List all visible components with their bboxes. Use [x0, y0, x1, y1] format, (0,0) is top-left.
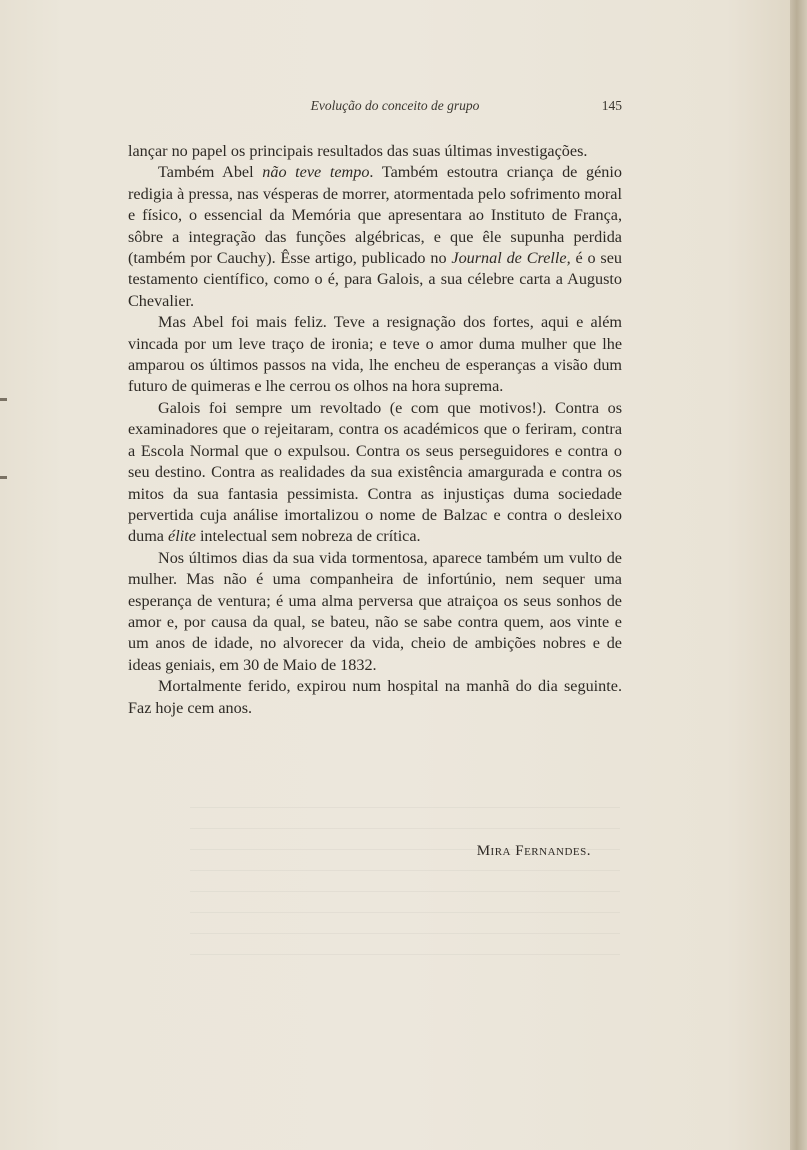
text-run: Também Abel: [158, 163, 263, 182]
text-run: Galois foi sempre um revoltado (e com que motivos!). Contra os examinadores que o rejeitaram, contra os académicos que o feriram, contra a Escola Normal que o expulsou. Contra os seus perseguidores e contra o seu destino. Contra as realidades da sua existência amargurada e contra os mitos da sua fantasia pessimista. Contra as injustiças duma sociedade pervertida cuja análise imortalizou o nome de Balzac e contra o desleixo duma: [128, 398, 622, 546]
italic-run: Journal de Crelle,: [451, 249, 571, 268]
paragraph: [128, 398, 622, 548]
italic-run: élite: [168, 527, 196, 546]
paragraph: Mas Abel foi mais feliz. Teve a resignação dos fortes, aqui e além vincada por um leve traço de ironia; e teve o amor duma mulher que lhe amparou os últimos passos na vida, lhe encheu de esperanças a visão dum futuro de quimeras e lhe cerrou os olhos na hora suprema.: [128, 313, 622, 396]
page-edge: [790, 0, 807, 1150]
text-run: intelectual sem nobreza de crítica.: [195, 527, 421, 546]
margin-mark: [0, 398, 7, 401]
bleed-through-texture: [190, 795, 620, 955]
author-signature: Mira Fernandes.: [476, 843, 591, 859]
body-text: [128, 141, 622, 719]
text-run: é o seu testamento científico, como o é, para Galois, a sua célebre carta a Augusto Chevalier.: [128, 249, 623, 310]
text-run: . Também estoutra criança de génio redigia à pressa, nas vésperas de morrer, atormentada pelo sofrimento moral e físico, o essencial da Memória que apresentara ao Instituto de França, sôbre a integração das funções algébricas, e que êle supunha perdida (também por Cauchy). Êsse artigo, publicado no: [128, 163, 622, 268]
paragraph: Mortalmente ferido, expirou num hospital na manhã do dia seguinte. Faz hoje cem anos.: [128, 677, 622, 717]
margin-mark: [0, 476, 7, 479]
page-number: 145: [601, 98, 622, 113]
paragraph: Nos últimos dias da sua vida tormentosa, aparece também um vulto de mulher. Mas não é uma companheira de infortúnio, nem sequer uma esperança de ventura; é uma alma perversa que atraiçoa os seus sonhos de amor e, por causa da qual, se bateu, não se sabe contra quem, aos vinte e um anos de idade, no alvorecer da vida, cheio de ambições nobres e de ideas geniais, em 30 de Maio de 1832.: [128, 548, 622, 674]
paragraph: lançar no papel os principais resultados das suas últimas investigações.: [128, 142, 588, 160]
italic-run: não teve tempo: [262, 163, 370, 182]
running-title: Evolução do conceito de grupo: [310, 98, 480, 113]
page-header: [128, 98, 622, 118]
paragraph: [128, 162, 622, 312]
